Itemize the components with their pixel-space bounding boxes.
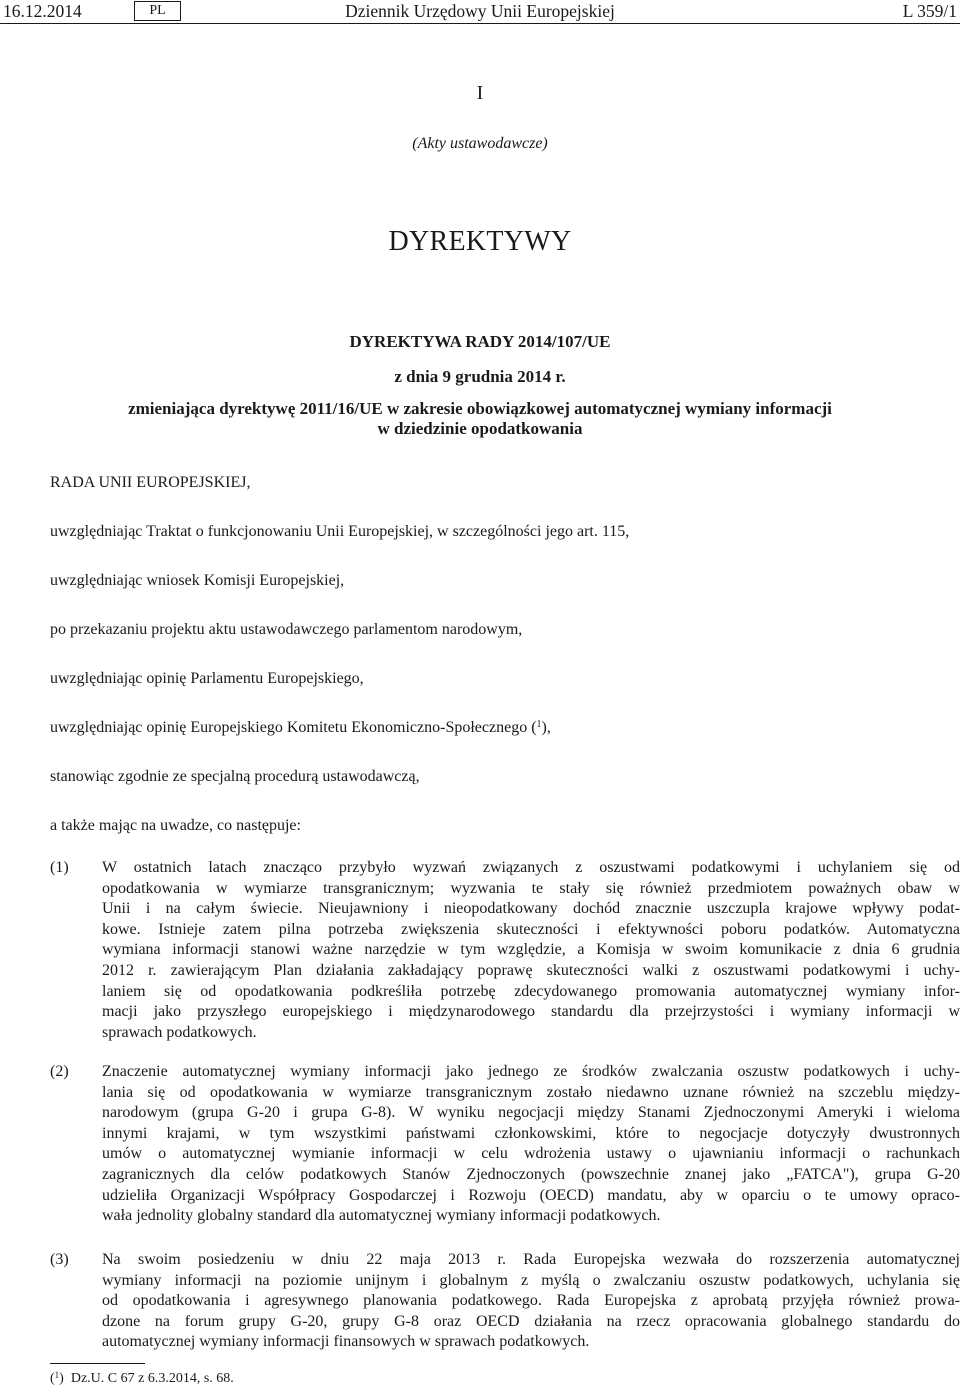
recital-line: innymi krajami, w tym wszystkimi państwami członkowskimi, które to negocjacje dotyczyły dwustronnych — [102, 1124, 960, 1142]
recital-line: Znaczenie automatycznej wymiany informacji jako jednego ze środków zwalczania oszustw podatkowych i uchy- — [102, 1063, 960, 1080]
recital-line: automatycznej wymiany informacji finansowych w sprawach podatkowych. — [102, 1333, 590, 1351]
recital-line: Na swoim posiedzeniu w dniu 22 maja 2013 r. Rada Europejska wezwała do rozszerzenia automatycznej — [102, 1251, 960, 1268]
section-title: DYREKTYWY — [388, 226, 572, 257]
publication-date: 16.12.2014 — [3, 1, 82, 21]
recital-text — [102, 858, 960, 1043]
recital-number: (3) — [50, 1251, 69, 1268]
recital-line: W ostatnich latach znacząco przybyło wyzwań związanych z oszustwami podatkowymi i uchylaniem się od — [102, 859, 960, 876]
part-number: I — [476, 82, 484, 104]
recital-line: 2012 r. zawierającym Plan działania zakładający poprawę skuteczności walki z oszustwami podatkowymi i uchy- — [102, 961, 960, 979]
recital-number: (2) — [50, 1063, 69, 1080]
preamble-citation-close: ), — [541, 719, 551, 736]
recital-line: laniem się od opodatkowania podkreśliła potrzebę zdecydowanego promowania automatycznej wymiany infor- — [102, 982, 960, 1000]
recital-line: narodowym (grupa G-20 i grupa G-8). W wyniku negocjacji między Stanami Zjednoczonymi Ameryki i wieloma — [102, 1104, 960, 1122]
preamble-intro: a także mając na uwadze, co następuje: — [50, 817, 301, 834]
directive-subject — [0, 399, 960, 439]
footnote-number: 1 — [54, 1370, 60, 1380]
recital-line: opodatkowania w wymiarze transgranicznym; wyzwania te stały się również przedmiotem poważnych obaw w — [102, 879, 960, 897]
page-reference: L 359/1 — [902, 1, 957, 21]
recital-line: wymiana informacji stanowi ważne narzędzie w tym względzie, a Komisja w swoim komunikacie z dnia 6 grudnia — [102, 941, 960, 959]
council-heading: RADA UNII EUROPEJSKIEJ, — [50, 474, 251, 491]
recital-line: wymiany informacji na poziomie unijnym i globalnym z myślą o zwalczaniu oszustw podatkowych, uchylania się — [102, 1271, 960, 1289]
footnote-reference[interactable]: 1 — [536, 719, 542, 730]
directive-subject-line: zmieniająca dyrektywę 2011/16/UE w zakresie obowiązkowej automatycznej wymiany informacji — [128, 399, 832, 418]
footnote-open: ( — [50, 1371, 55, 1386]
acts-type: (Akty ustawodawcze) — [412, 135, 548, 152]
preamble-citation: uwzględniając wniosek Komisji Europejskiej, — [50, 572, 345, 589]
preamble-citation: po przekazaniu projektu aktu ustawodawczego parlamentom narodowym, — [50, 621, 523, 638]
preamble-citation — [50, 719, 551, 737]
recital-line: od opodatkowania i agresywnego planowania podatkowego. Rada Europejska z aprobatą przyjęła również prowa- — [102, 1292, 960, 1310]
recital-line: umów o automatycznej wymianie informacji w celu wdrożenia ustawy o ujawnianiu informacji o rachunkach — [102, 1145, 960, 1163]
preamble-citation-text: uwzględniając opinię Europejskiego Komitetu Ekonomiczno-Społecznego ( — [50, 719, 537, 736]
recital-text — [102, 1250, 960, 1353]
recital-line: kowe. Istnieje zatem pilna potrzeba zwiększenia skuteczności i efektywności poboru podatków. Automatyczna — [102, 920, 960, 938]
journal-header — [0, 0, 960, 22]
header-divider — [0, 23, 960, 24]
recital-text — [102, 1062, 960, 1227]
recital-line: dzone na forum grupy G-20, grupy G-8 oraz OECD działania na rzecz opracowania globalnego standardu do — [102, 1312, 960, 1330]
recital-line: lania się od opodatkowania w wymiarze transgranicznym zostało niedawno uznane również na szczeblu między- — [102, 1083, 960, 1101]
journal-title: Dziennik Urzędowy Unii Europejskiej — [345, 1, 615, 21]
preamble-citation: stanowiąc zgodnie ze specjalną procedurą ustawodawczą, — [50, 768, 420, 785]
recital-number: (1) — [50, 859, 69, 876]
directive-subject-line: w dziedzinie opodatkowania — [377, 419, 583, 438]
recital-line: wała jednolity globalny standard dla automatycznej wymiany informacji podatkowych. — [102, 1207, 661, 1225]
directive-title: DYREKTYWA RADY 2014/107/UE — [349, 332, 611, 351]
directive-date: z dnia 9 grudnia 2014 r. — [394, 367, 566, 386]
preamble-citation: uwzględniając Traktat o funkcjonowaniu Unii Europejskiej, w szczególności jego art. 115, — [50, 523, 630, 540]
recital-line: sprawach podatkowych. — [102, 1023, 257, 1041]
recital-line: macji jako przyszłego europejskiego i międzynarodowego standardu dla przejrzystości i wymiany informacji w — [102, 1003, 960, 1021]
recital-line: udzieliła Organizacji Współpracy Gospodarczej i Rozwoju (OECD) mandatu, aby w oparciu o te umowy opraco- — [102, 1186, 960, 1204]
footnote-close: ) — [59, 1371, 64, 1386]
preamble-citation: uwzględniając opinię Parlamentu Europejskiego, — [50, 670, 364, 687]
recital-line: Unii i na całym świecie. Nieujawniony i nieopodatkowany dochód znacznie uszczupla krajowe wpływy podat- — [102, 900, 960, 918]
footnote-text: Dz.U. C 67 z 6.3.2014, s. 68. — [70, 1371, 234, 1386]
language-badge: PL — [134, 1, 181, 21]
footnote — [50, 1371, 234, 1387]
recital-line: zagranicznych dla celów podatkowych Stanów Zjednoczonych (powszechnie znanej jako „FATCA"), grupa G-20 — [102, 1165, 960, 1183]
footnote-divider — [50, 1363, 145, 1364]
